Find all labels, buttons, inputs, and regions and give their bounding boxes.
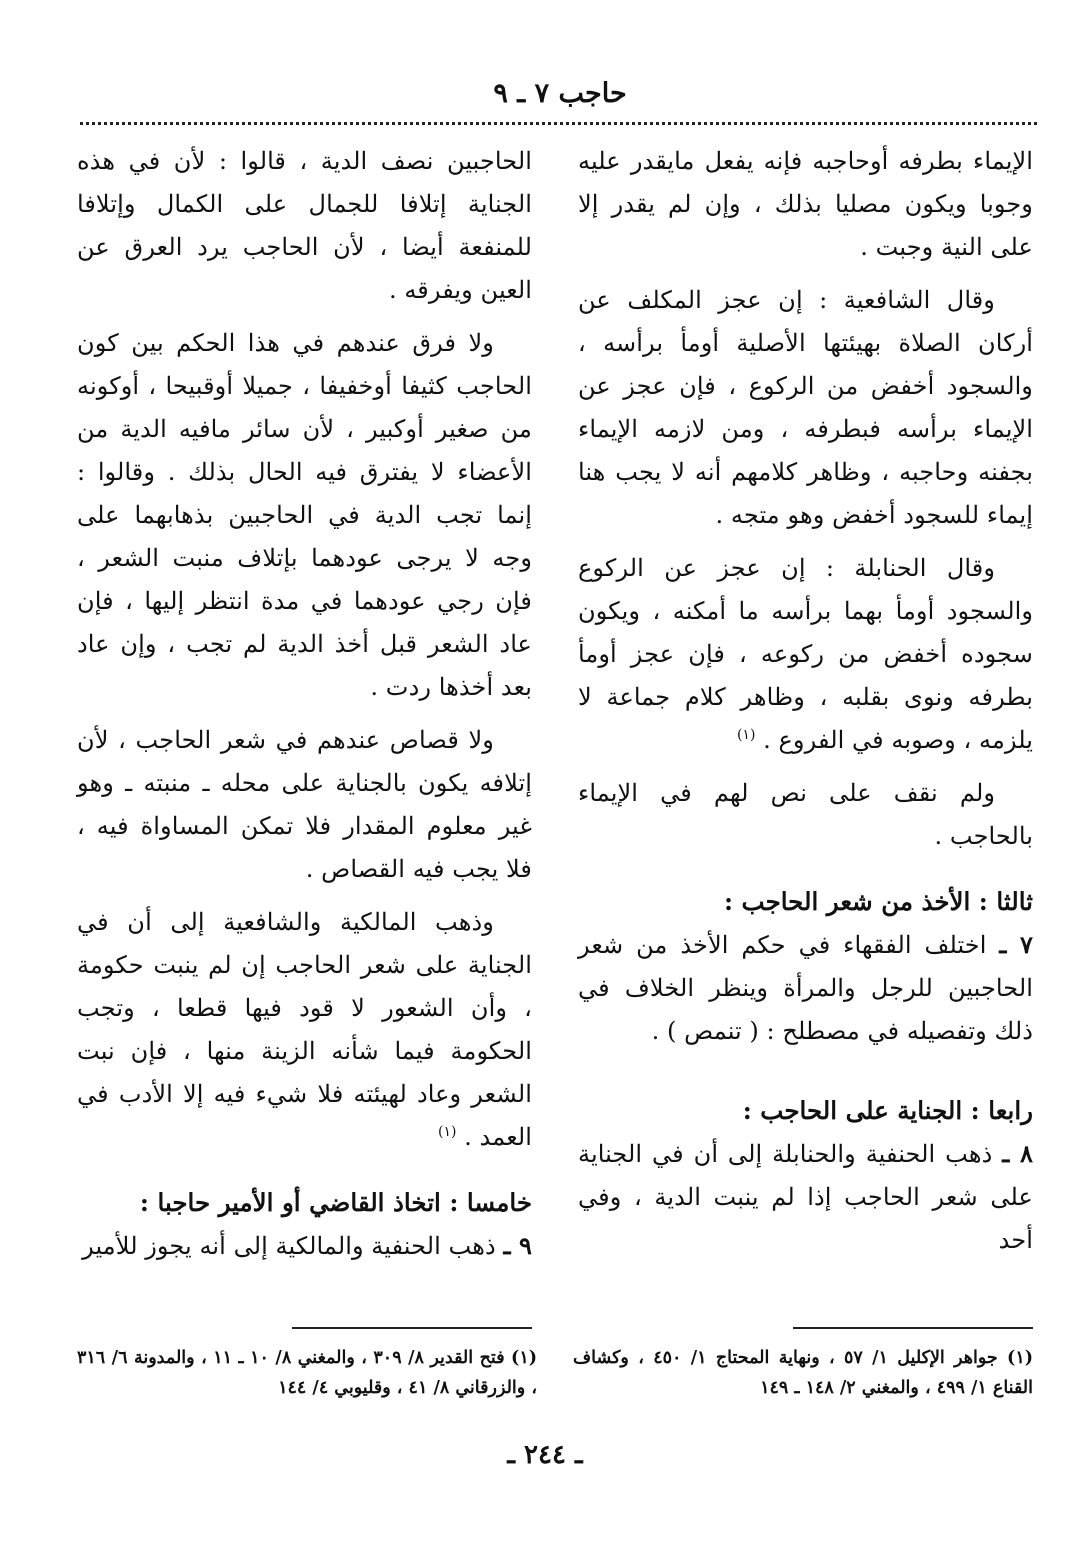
paragraph-number: ٩ ـ [503,1231,532,1260]
right-paragraph-3 [578,547,1033,762]
right-column [578,140,1033,1262]
right-paragraph-2: وقال الشافعية : إن عجز المكلف عن أركان الصلاة بهيئتها الأصلية أومأ برأسه ، والسجود أخفض من الركوع ، فإن عجز عن الإيماء برأسه فبطرفه ، ومن لازمه الإيماء بجفنه وحاجبه ، وظاهر كلامهم أنه لا يجب هنا إيماء للسجود أخفض وهو متجه . [578,286,1033,529]
left-paragraph-4-text: وذهب المالكية والشافعية إلى أن في الجناية على شعر الحاجب إن لم ينبت حكومة ، وأن الشعور لا قود فيها قطعا ، وتجب الحكومة فيما شأنه الزينة منها ، فإن نبت الشعر وعاد لهيئته فلا شيء فيه إلا الأدب في العمد . [77,908,532,1151]
paragraph-number: ٧ ـ [999,930,1033,959]
footnote-separator-left [292,1327,532,1329]
running-header: حاجب ٧ ـ ٩ [493,78,627,109]
right-paragraph-1: الإيماء بطرفه أوحاجبه فإنه يفعل مايقدر عليه وجوبا ويكون مصليا بذلك ، وإن لم يقدر إلا على النية وجبت . [578,147,1033,261]
right-paragraph-6 [578,1132,1033,1262]
right-paragraph-6-text: ذهب الحنفية والحنابلة إلى أن في الجناية على شعر الحاجب إذا لم ينبت الدية ، وفي أحد [578,1140,1033,1254]
left-paragraph-3: ولا قصاص عندهم في شعر الحاجب ، لأن إتلافه يكون بالجناية على محله ـ منبته ـ وهو غير معلوم المقدار فلا تمكن المساواة فيه ، فلا يجب فيه القصاص . [77,726,532,883]
left-paragraph-2: ولا فرق عندهم في هذا الحكم بين كون الحاجب كثيفا أوخفيفا ، جميلا أوقبيحا ، أوكونه من صغير أوكبير ، لأن سائر مافيه الدية من الأعضاء لا يفترق فيه الحال بذلك . وقالوا : إنما تجب الدية في الحاجبين بذهابهما على وجه لا يرجى عودهما بإتلاف منبت الشعر ، فإن رجي عودهما في مدة انتظر إليها ، فإن عاد الشعر قبل أخذ الدية لم تجب ، وإن عاد بعد أخذها ردت . [77,329,532,701]
right-paragraph-3-text: وقال الحنابلة : إن عجز عن الركوع والسجود أومأ بهما برأسه ما أمكنه ، ويكون سجوده أخفض من ركوعه ، فإن عجز أومأ بطرفه ونوى بقلبه ، وظاهر كلام جماعة لا يلزمه ، وصوبه في الفروع . [578,554,1033,754]
left-paragraph-5 [77,1224,532,1268]
section-heading-5: خامسا : اتخاذ القاضي أو الأمير حاجبا : [139,1188,532,1217]
section-heading-4: رابعا : الجناية على الحاجب : [742,1096,1033,1125]
header-dotted-rule [80,122,1037,125]
footnote-ref: (١) [438,1123,457,1140]
left-paragraph-1: الحاجبين نصف الدية ، قالوا : لأن في هذه الجناية إتلافا للجمال على الكمال وإتلافا للمنفعة أيضا ، لأن الحاجب يرد العرق عن العين ويفرقه . [77,147,532,304]
paragraph-number: ٨ ـ [1002,1139,1033,1168]
page-number: ـ ٢٤٤ ـ [507,1440,583,1470]
right-paragraph-5-text: اختلف الفقهاء في حكم الأخذ من شعر الحاجبين للرجل والمرأة وينظر الخلاف في ذلك وتفصيله في مصطلح : ( تنمص ) . [578,931,1033,1045]
section-heading-3: ثالثا : الأخذ من شعر الحاجب : [723,887,1033,916]
footnote-ref: (١) [736,726,756,743]
left-paragraph-4 [77,901,532,1159]
footnote-left: (١) فتح القدير ٨/ ٣٠٩ ، والمغني ٨/ ١٠ ـ ١١ ، والمدونة ٦/ ٣١٦ ، والزرقاني ٨/ ٤١ ، وقليوبي ٤/ ١٤٤ [77,1348,538,1398]
right-paragraph-5 [578,923,1033,1053]
footnote-separator-right [793,1327,1033,1329]
left-paragraph-5-text: ذهب الحنفية والمالكية إلى أنه يجوز للأمير [82,1232,496,1260]
right-paragraph-4: ولم نقف على نص لهم في الإيماء بالحاجب . [578,779,1033,850]
footnote-right: (١) جواهر الإكليل ١/ ٥٧ ، ونهاية المحتاج ١/ ٤٥٠ ، وكشاف القناع ١/ ٤٩٩ ، والمغني ٢/ ١٤٨ ـ ١٤٩ [573,1348,1034,1398]
left-column [77,140,532,1268]
